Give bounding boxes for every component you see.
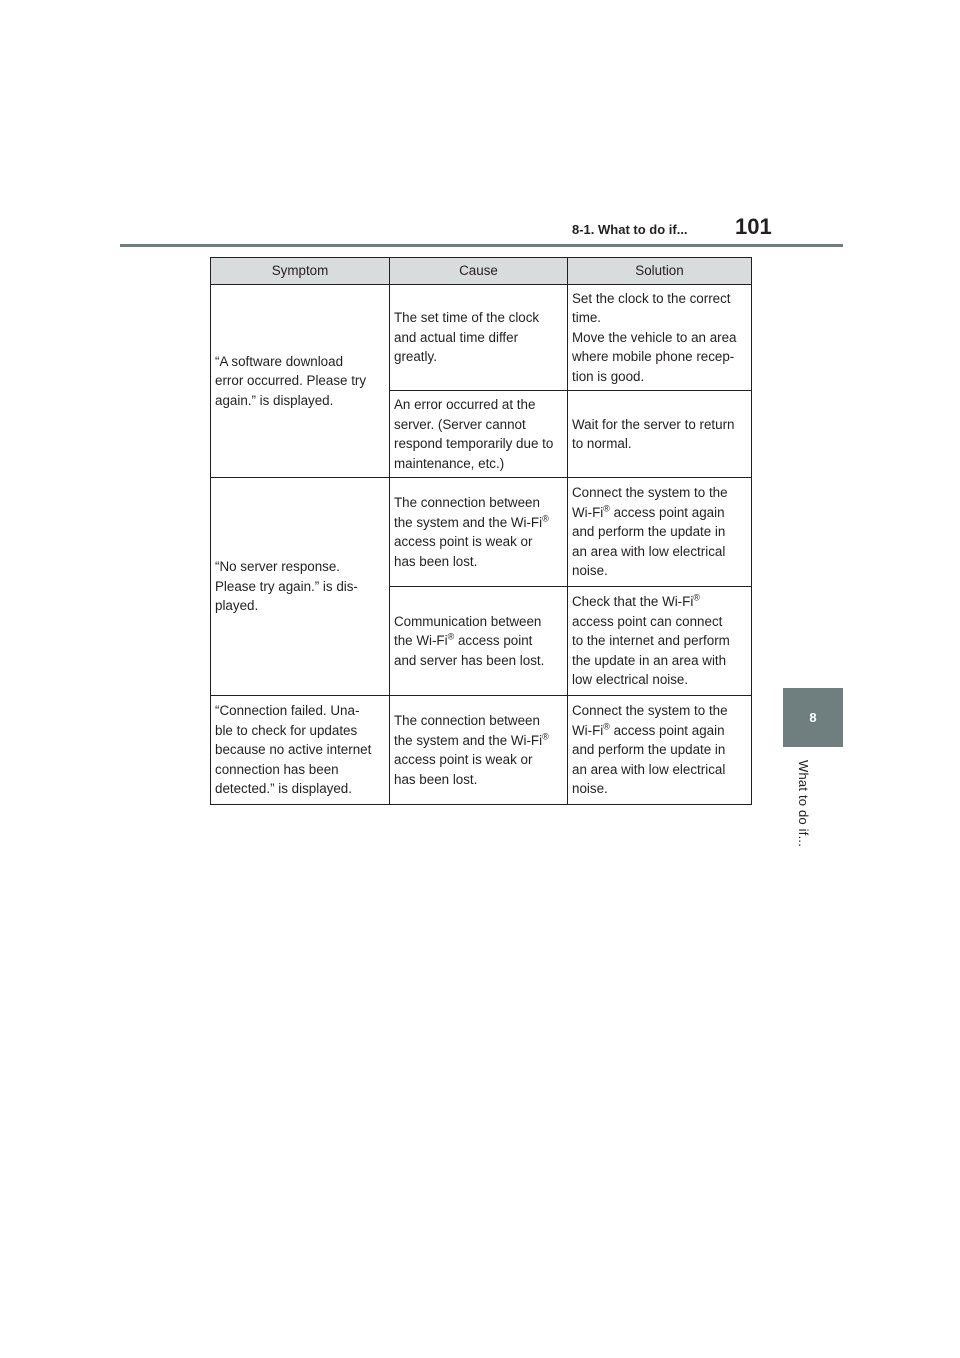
registered-mark: ®: [693, 592, 700, 603]
solution-cell: [568, 478, 752, 587]
solution-cell: [568, 391, 752, 478]
header-divider: [120, 244, 843, 247]
solution-text: Connect the system to the Wi-Fi: [572, 703, 728, 738]
registered-mark: ®: [447, 631, 455, 642]
registered-mark: ®: [603, 721, 610, 732]
table-row: [211, 478, 752, 587]
registered-mark: ®: [542, 731, 549, 742]
column-header-cause: Cause: [390, 258, 568, 285]
solution-text: Wait for the server to return to normal.: [572, 416, 735, 451]
cause-cell: [390, 478, 568, 587]
registered-mark: ®: [542, 513, 549, 524]
symptom-text: “Connection failed. Una- ble to check for updates because no active internet connection has been detected.” is displayed.: [215, 703, 372, 797]
solution-text-cont: access point can connect to the internet and perform the update in an area with low electrical noise.: [572, 613, 730, 688]
table-row: [211, 696, 752, 805]
column-header-solution: Solution: [568, 258, 752, 285]
symptom-text: “No server response. Please try again.” is dis- played.: [215, 559, 358, 614]
chapter-tab: [783, 688, 843, 747]
cause-text: The set time of the clock and actual time differ greatly.: [394, 310, 540, 364]
page-number: 101: [735, 214, 772, 239]
cause-cell: [390, 696, 568, 805]
column-header-symptom: Symptom: [211, 258, 390, 285]
cause-cell: [390, 587, 568, 696]
cause-text-cont: access point is weak or has been lost.: [394, 534, 533, 569]
solution-cell: [568, 696, 752, 805]
symptom-text: “A software download error occurred. Please try again.” is displayed.: [215, 353, 367, 408]
solution-text: Set the clock to the correct time. Move the vehicle to an area where mobile phone recep- tion is good.: [572, 290, 737, 384]
cause-cell: [390, 284, 568, 391]
symptom-cell: [211, 284, 390, 478]
symptom-cell: [211, 696, 390, 805]
solution-text-cont: access point again and perform the update in an area with low electrical noise.: [572, 504, 726, 579]
table-header-row: [211, 258, 752, 285]
cause-text: The connection between the system and the Wi-Fi: [394, 495, 543, 530]
cause-text-cont: access point is weak or has been lost.: [394, 752, 533, 787]
chapter-number: 8: [809, 710, 817, 725]
cause-text: Communication between the Wi-Fi: [394, 613, 542, 649]
table-row: [211, 284, 752, 391]
troubleshooting-table: [210, 257, 752, 805]
solution-cell: [568, 284, 752, 391]
solution-text: Connect the system to the Wi-Fi: [572, 485, 728, 520]
cause-text: An error occurred at the server. (Server cannot respond temporarily due to maintenance, etc.): [394, 397, 554, 471]
chapter-label: What to do if...: [796, 760, 811, 848]
section-title: 8-1. What to do if...: [572, 222, 688, 237]
cause-text-cont: access point and server has been lost.: [394, 633, 545, 668]
solution-text: Check that the Wi-Fi: [572, 594, 694, 610]
symptom-cell: [211, 478, 390, 696]
registered-mark: ®: [603, 503, 610, 514]
solution-cell: [568, 587, 752, 696]
solution-text-cont: access point again and perform the update in an area with low electrical noise.: [572, 722, 726, 797]
cause-text: The connection between the system and the Wi-Fi: [394, 713, 543, 748]
cause-cell: [390, 391, 568, 478]
